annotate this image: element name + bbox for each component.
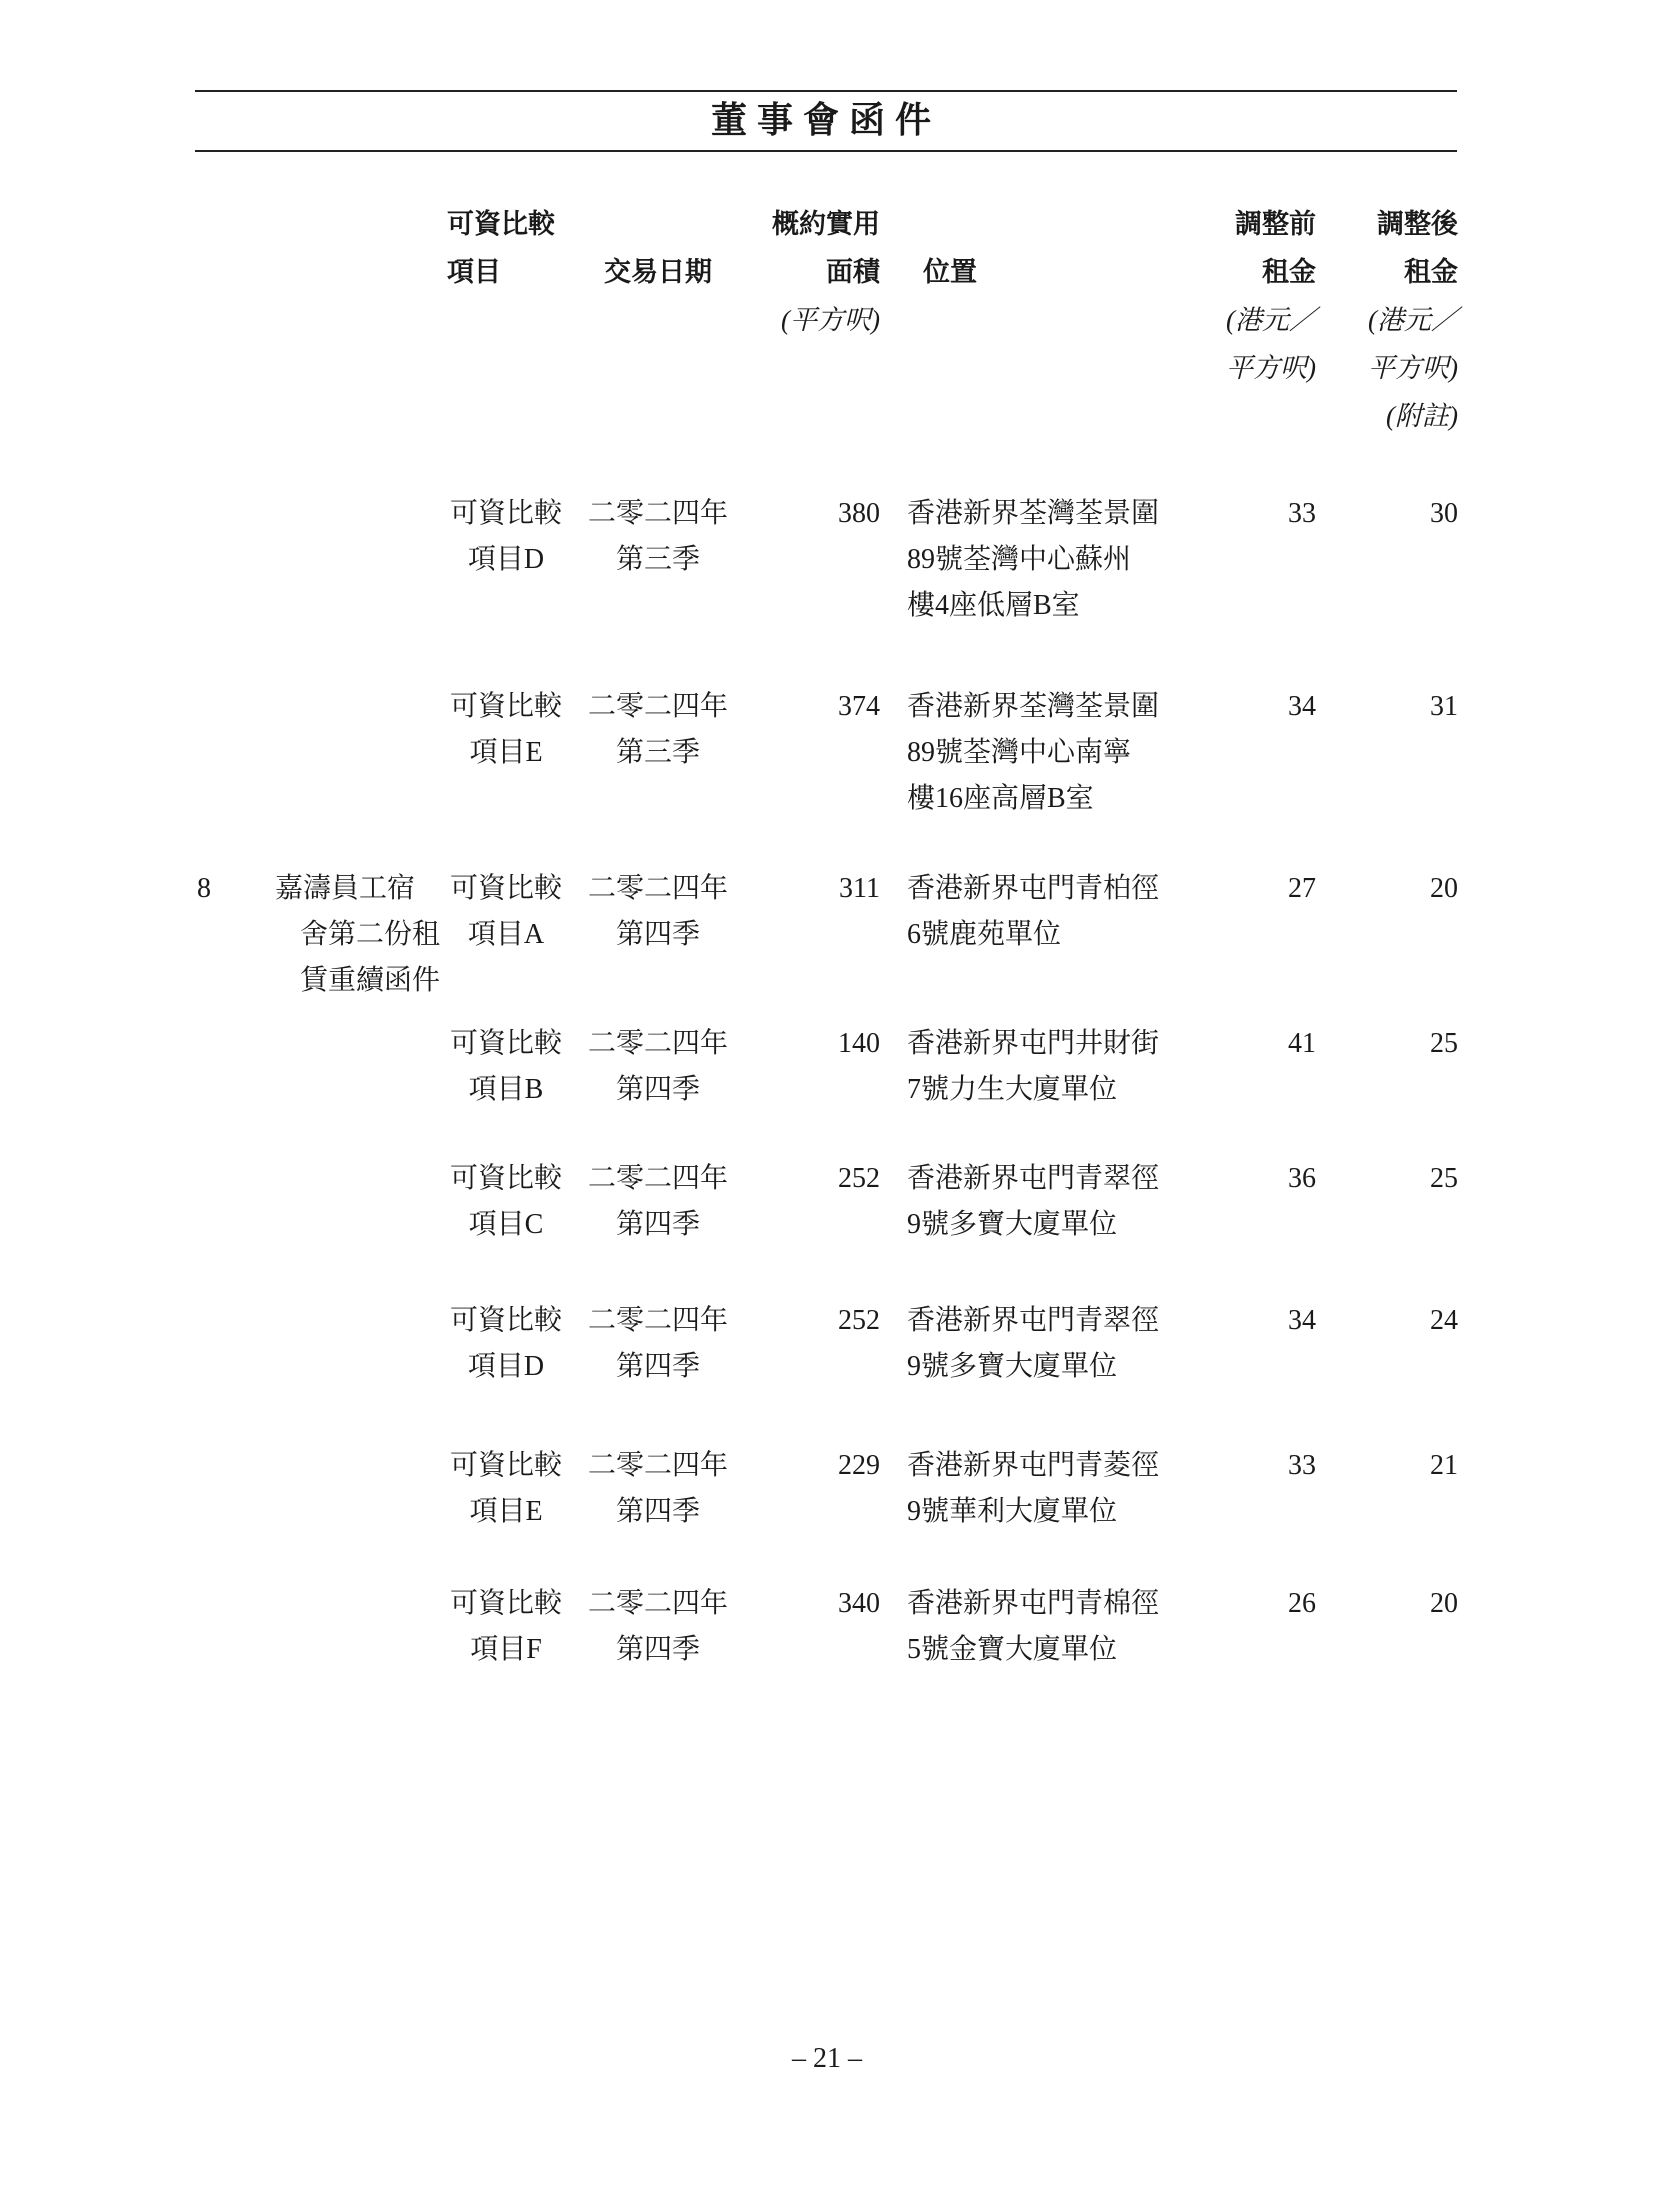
row-rent-before-value: 33 bbox=[1288, 498, 1316, 529]
row-comparable-item-line: 可資比較 bbox=[449, 873, 562, 904]
header-line: 面積 bbox=[826, 257, 880, 287]
row-letter-name-cell bbox=[275, 684, 440, 822]
row-area-value: 340 bbox=[838, 1588, 880, 1619]
row-area-value: 229 bbox=[838, 1450, 880, 1481]
table-row bbox=[145, 866, 1460, 1004]
row-comparable-item-line: 項目E bbox=[469, 737, 543, 768]
row-location-line: 香港新界屯門青菱徑 bbox=[907, 1450, 1160, 1481]
row-rent-before-value: 41 bbox=[1288, 1028, 1316, 1059]
row-area-value: 374 bbox=[838, 691, 880, 722]
row-rent-before-value: 26 bbox=[1288, 1588, 1316, 1619]
row-location-line: 樓4座低層B室 bbox=[907, 590, 1080, 621]
header-area-unit: (平方呎) bbox=[781, 305, 880, 335]
row-transaction-date-line: 第四季 bbox=[615, 919, 700, 950]
row-comparable-item-line: 可資比較 bbox=[449, 1588, 562, 1619]
row-rent-after-value: 31 bbox=[1430, 691, 1458, 722]
row-rent-before-cell bbox=[1160, 491, 1318, 629]
row-number-cell bbox=[145, 1021, 275, 1113]
row-rent-before-cell bbox=[1160, 1156, 1318, 1248]
table-row bbox=[145, 1021, 1460, 1113]
row-location-line: 89號荃灣中心蘇州 bbox=[907, 544, 1132, 575]
row-transaction-date-line: 二零二四年 bbox=[587, 873, 728, 904]
row-comparable-item-cell bbox=[440, 1298, 572, 1390]
header-line: 租金 bbox=[1262, 257, 1316, 287]
header-line: 項目 bbox=[447, 257, 501, 287]
row-comparable-item-line: 可資比較 bbox=[449, 498, 562, 529]
row-location-line: 香港新界荃灣荃景圍 bbox=[907, 691, 1160, 722]
row-transaction-date-cell bbox=[572, 1021, 744, 1113]
header-rent-after bbox=[1318, 200, 1460, 440]
row-rent-before-value: 36 bbox=[1288, 1163, 1316, 1194]
row-comparable-item-cell bbox=[440, 491, 572, 629]
row-transaction-date-line: 第四季 bbox=[615, 1351, 700, 1382]
title-banner bbox=[195, 90, 1457, 152]
row-letter-name-line: 舍第二份租 bbox=[300, 919, 441, 950]
row-location-cell bbox=[884, 1581, 1160, 1673]
row-number-cell bbox=[145, 1298, 275, 1390]
table-row bbox=[145, 1443, 1460, 1535]
row-location-cell bbox=[884, 1298, 1160, 1390]
row-location-line: 6號鹿苑單位 bbox=[907, 919, 1062, 950]
row-comparable-item-cell bbox=[440, 684, 572, 822]
row-rent-before-cell bbox=[1160, 684, 1318, 822]
row-rent-after-cell bbox=[1318, 1156, 1460, 1248]
row-location-cell bbox=[884, 1156, 1160, 1248]
row-transaction-date-line: 二零二四年 bbox=[587, 1028, 728, 1059]
row-comparable-item-line: 項目C bbox=[468, 1209, 544, 1240]
row-comparable-item-cell bbox=[440, 1021, 572, 1113]
row-location-cell bbox=[884, 491, 1160, 629]
row-transaction-date-cell bbox=[572, 1298, 744, 1390]
row-comparable-item-cell bbox=[440, 866, 572, 1004]
page-number: – 21 – bbox=[792, 2043, 862, 2074]
row-rent-after-value: 25 bbox=[1430, 1163, 1458, 1194]
row-transaction-date-cell bbox=[572, 491, 744, 629]
row-rent-after-cell bbox=[1318, 1581, 1460, 1673]
header-transaction-date bbox=[572, 200, 744, 440]
header-line: 可資比較 bbox=[447, 209, 555, 239]
header-rent-before-unit: 平方呎) bbox=[1226, 353, 1316, 383]
row-letter-name-cell bbox=[275, 1443, 440, 1535]
row-comparable-item-line: 項目F bbox=[470, 1634, 542, 1665]
row-area-cell bbox=[744, 1443, 884, 1535]
row-comparable-item-line: 可資比較 bbox=[449, 1305, 562, 1336]
header-rent-before bbox=[1160, 200, 1318, 440]
row-transaction-date-cell bbox=[572, 866, 744, 1004]
row-rent-before-value: 34 bbox=[1288, 1305, 1316, 1336]
row-number-cell bbox=[145, 684, 275, 822]
table-row bbox=[145, 1298, 1460, 1390]
row-number-cell bbox=[145, 1581, 275, 1673]
header-comparable-item bbox=[440, 200, 572, 440]
row-number: 8 bbox=[197, 873, 211, 904]
table-row bbox=[145, 1156, 1460, 1248]
row-comparable-item-cell bbox=[440, 1443, 572, 1535]
row-transaction-date-line: 二零二四年 bbox=[587, 691, 728, 722]
row-area-cell bbox=[744, 491, 884, 629]
row-comparable-item-cell bbox=[440, 1156, 572, 1248]
row-rent-before-cell bbox=[1160, 1298, 1318, 1390]
row-rent-after-cell bbox=[1318, 491, 1460, 629]
row-comparable-item-line: 可資比較 bbox=[449, 1028, 562, 1059]
row-area-value: 311 bbox=[839, 873, 880, 904]
row-letter-name-cell bbox=[275, 1021, 440, 1113]
row-location-line: 9號華利大廈單位 bbox=[907, 1496, 1118, 1527]
row-rent-before-cell bbox=[1160, 1021, 1318, 1113]
row-transaction-date-line: 二零二四年 bbox=[587, 1450, 728, 1481]
row-area-cell bbox=[744, 1298, 884, 1390]
header-saleable-area bbox=[744, 200, 884, 440]
row-rent-after-cell bbox=[1318, 866, 1460, 1004]
row-comparable-item-line: 可資比較 bbox=[449, 1450, 562, 1481]
row-transaction-date-line: 第四季 bbox=[615, 1074, 700, 1105]
header-rent-after-unit: (港元／ bbox=[1368, 305, 1458, 335]
row-rent-after-cell bbox=[1318, 684, 1460, 822]
row-transaction-date-line: 第四季 bbox=[615, 1496, 700, 1527]
row-area-cell bbox=[744, 1021, 884, 1113]
row-letter-name-cell bbox=[275, 491, 440, 629]
row-transaction-date-line: 第三季 bbox=[615, 544, 700, 575]
row-letter-name-line: 嘉濤員工宿 bbox=[275, 873, 416, 904]
row-location-line: 香港新界屯門青翠徑 bbox=[907, 1305, 1160, 1336]
row-letter-name-cell bbox=[275, 866, 440, 1004]
row-rent-before-value: 27 bbox=[1288, 873, 1316, 904]
row-location-line: 7號力生大廈單位 bbox=[907, 1074, 1118, 1105]
row-transaction-date-line: 第三季 bbox=[615, 737, 700, 768]
row-letter-name-line: 賃重續函件 bbox=[300, 965, 441, 996]
row-rent-before-value: 34 bbox=[1288, 691, 1316, 722]
row-area-value: 252 bbox=[838, 1163, 880, 1194]
header-line: 調整前 bbox=[1235, 209, 1316, 239]
row-rent-before-cell bbox=[1160, 1581, 1318, 1673]
row-location-line: 樓16座高層B室 bbox=[907, 783, 1094, 814]
row-comparable-item-line: 可資比較 bbox=[449, 691, 562, 722]
header-rent-after-note: (附註) bbox=[1386, 401, 1458, 431]
row-area-value: 380 bbox=[838, 498, 880, 529]
row-comparable-item-cell bbox=[440, 1581, 572, 1673]
row-transaction-date-cell bbox=[572, 1581, 744, 1673]
row-rent-after-cell bbox=[1318, 1443, 1460, 1535]
row-letter-name-cell bbox=[275, 1298, 440, 1390]
row-number-cell bbox=[145, 1156, 275, 1248]
row-rent-after-value: 20 bbox=[1430, 873, 1458, 904]
row-location-line: 香港新界屯門青翠徑 bbox=[907, 1163, 1160, 1194]
row-rent-before-cell bbox=[1160, 1443, 1318, 1535]
header-location bbox=[884, 200, 1160, 440]
row-transaction-date-line: 第四季 bbox=[615, 1209, 700, 1240]
row-location-cell bbox=[884, 1021, 1160, 1113]
row-rent-after-value: 24 bbox=[1430, 1305, 1458, 1336]
comparables-table bbox=[145, 200, 1460, 1673]
row-location-line: 9號多寶大廈單位 bbox=[907, 1351, 1118, 1382]
row-letter-name-cell bbox=[275, 1156, 440, 1248]
row-area-cell bbox=[744, 866, 884, 1004]
row-rent-before-cell bbox=[1160, 866, 1318, 1004]
header-line: 位置 bbox=[923, 257, 977, 287]
row-transaction-date-line: 第四季 bbox=[615, 1634, 700, 1665]
header-rent-after-unit: 平方呎) bbox=[1368, 353, 1458, 383]
row-transaction-date-line: 二零二四年 bbox=[587, 1588, 728, 1619]
row-rent-after-value: 30 bbox=[1430, 498, 1458, 529]
row-location-line: 香港新界荃灣荃景圍 bbox=[907, 498, 1160, 529]
row-location-cell bbox=[884, 866, 1160, 1004]
row-rent-after-cell bbox=[1318, 1298, 1460, 1390]
header-line: 調整後 bbox=[1377, 209, 1458, 239]
row-location-cell bbox=[884, 684, 1160, 822]
row-location-cell bbox=[884, 1443, 1160, 1535]
row-area-cell bbox=[744, 684, 884, 822]
row-rent-after-cell bbox=[1318, 1021, 1460, 1113]
header-line: 租金 bbox=[1404, 257, 1458, 287]
row-location-line: 9號多寶大廈單位 bbox=[907, 1209, 1118, 1240]
page-title: 董事會函件 bbox=[710, 99, 941, 140]
row-number-cell bbox=[145, 866, 275, 1004]
row-area-value: 252 bbox=[838, 1305, 880, 1336]
header-line: 概約實用 bbox=[772, 209, 880, 239]
row-location-line: 香港新界屯門青柏徑 bbox=[907, 873, 1160, 904]
row-area-cell bbox=[744, 1581, 884, 1673]
row-transaction-date-line: 二零二四年 bbox=[587, 498, 728, 529]
row-letter-name-cell bbox=[275, 1581, 440, 1673]
row-transaction-date-cell bbox=[572, 1156, 744, 1248]
row-number-cell bbox=[145, 491, 275, 629]
row-comparable-item-line: 項目E bbox=[469, 1496, 543, 1527]
row-comparable-item-line: 項目A bbox=[467, 919, 545, 950]
row-location-line: 香港新界屯門井財街 bbox=[907, 1028, 1160, 1059]
row-transaction-date-line: 二零二四年 bbox=[587, 1163, 728, 1194]
row-rent-after-value: 21 bbox=[1430, 1450, 1458, 1481]
row-rent-after-value: 20 bbox=[1430, 1588, 1458, 1619]
row-comparable-item-line: 項目D bbox=[467, 544, 545, 575]
row-comparable-item-line: 項目B bbox=[468, 1074, 544, 1105]
row-location-line: 5號金寶大廈單位 bbox=[907, 1634, 1118, 1665]
row-location-line: 香港新界屯門青棉徑 bbox=[907, 1588, 1160, 1619]
row-comparable-item-line: 項目D bbox=[467, 1351, 545, 1382]
row-rent-after-value: 25 bbox=[1430, 1028, 1458, 1059]
row-comparable-item-line: 可資比較 bbox=[449, 1163, 562, 1194]
table-row bbox=[145, 491, 1460, 629]
table-row bbox=[145, 684, 1460, 822]
row-rent-before-value: 33 bbox=[1288, 1450, 1316, 1481]
row-area-cell bbox=[744, 1156, 884, 1248]
table-row bbox=[145, 1581, 1460, 1673]
row-transaction-date-cell bbox=[572, 1443, 744, 1535]
row-transaction-date-cell bbox=[572, 684, 744, 822]
row-location-line: 89號荃灣中心南寧 bbox=[907, 737, 1132, 768]
row-transaction-date-line: 二零二四年 bbox=[587, 1305, 728, 1336]
row-number-cell bbox=[145, 1443, 275, 1535]
table-body bbox=[145, 491, 1460, 1673]
table-header bbox=[145, 200, 1460, 440]
row-area-value: 140 bbox=[838, 1028, 880, 1059]
header-rent-before-unit: (港元／ bbox=[1226, 305, 1316, 335]
header-line: 交易日期 bbox=[604, 257, 712, 287]
